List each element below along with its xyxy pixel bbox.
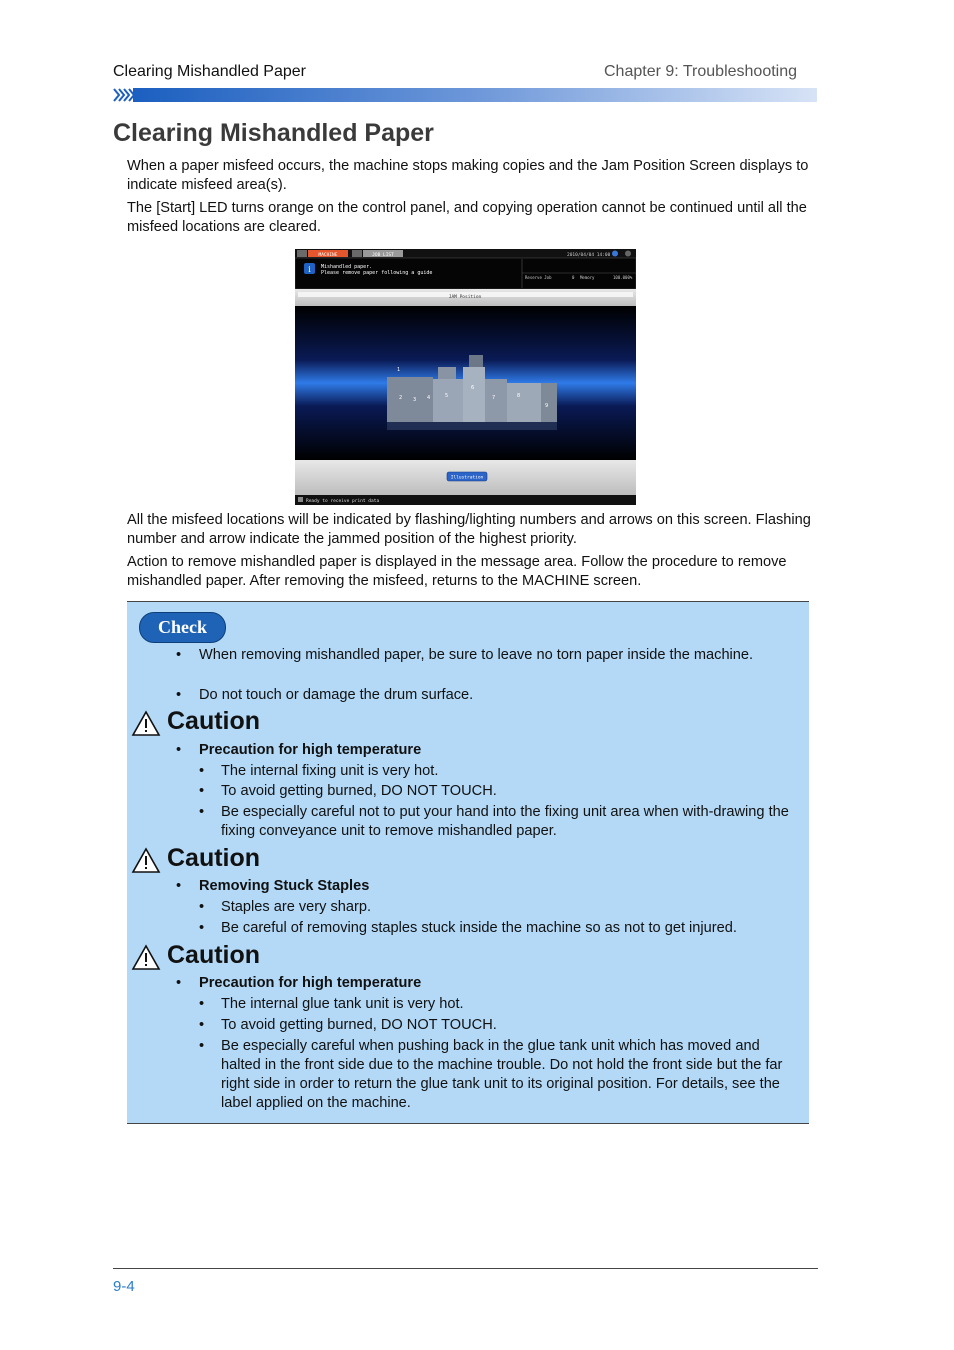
bullet-icon: • bbox=[199, 899, 205, 915]
jam-number-7: 7 bbox=[492, 395, 496, 401]
memory-label: Memory bbox=[580, 275, 595, 280]
tab-machine-label: MACHINE bbox=[318, 253, 338, 258]
caution-heading-1: Precaution for high temperature bbox=[199, 742, 422, 758]
jam-number-6: 6 bbox=[471, 385, 475, 391]
bullet-icon: • bbox=[199, 920, 205, 936]
memory-value: 100.000% bbox=[613, 275, 633, 280]
jam-number-3: 3 bbox=[413, 397, 417, 403]
caution-1-item-2: To avoid getting burned, DO NOT TOUCH. bbox=[221, 783, 497, 799]
jam-number-4: 4 bbox=[427, 395, 431, 401]
tab-job-label: JOB LIST bbox=[372, 253, 394, 258]
screen-message-1: Mishandled paper. bbox=[321, 264, 373, 270]
machine-icon bbox=[297, 250, 307, 257]
caution-3-item-1: The internal glue tank unit is very hot. bbox=[221, 996, 464, 1012]
bullet-icon: • bbox=[199, 996, 205, 1012]
check-badge: Check bbox=[139, 612, 226, 643]
bullet-icon: • bbox=[199, 1017, 205, 1033]
bullet-icon: • bbox=[176, 687, 182, 703]
reserve-job-value: 0 bbox=[572, 275, 575, 280]
bullet-icon: • bbox=[199, 783, 205, 799]
jam-number-2: 2 bbox=[399, 395, 403, 401]
jam-number-5: 5 bbox=[445, 393, 449, 399]
bullet-icon: • bbox=[176, 742, 182, 758]
intro-paragraph-1: When a paper misfeed occurs, the machine stops making copies and the Jam Position Screen displays to indicate misfeed area(s). bbox=[127, 158, 809, 193]
caution-heading-2: Removing Stuck Staples bbox=[199, 878, 370, 894]
jam-position-label: JAM Position bbox=[448, 295, 482, 300]
bullet-icon: • bbox=[176, 647, 182, 663]
status-text: Ready to receive print data bbox=[306, 499, 380, 504]
status-icon bbox=[298, 497, 303, 502]
caution-title-1: Caution bbox=[167, 707, 261, 735]
jam-number-1: 1 bbox=[397, 367, 401, 373]
svg-text:i: i bbox=[308, 265, 311, 274]
bullet-icon: • bbox=[176, 975, 182, 991]
running-header-title: Clearing Mishandled Paper bbox=[113, 63, 306, 80]
illustration-button-label: Illustration bbox=[450, 475, 484, 481]
caution-3-item-3: Be especially careful when pushing back in the glue tank unit which has moved and halted in the front side due to the machine trouble. Do not hold the front side but the far right side in order to return the glue tank unit to its original position. For details, see the label applied on the machine. bbox=[221, 1038, 783, 1111]
warning-triangle-icon bbox=[131, 710, 161, 737]
help-icon bbox=[625, 251, 631, 257]
warning-triangle-icon bbox=[131, 944, 161, 971]
caution-title-3: Caution bbox=[167, 941, 261, 969]
screen-datetime: 2010/04/04 14:00 bbox=[567, 253, 611, 258]
intro-paragraph-2: The [Start] LED turns orange on the control panel, and copying operation cannot be continued until all the misfeed locations are cleared. bbox=[127, 200, 807, 235]
bullet-icon: • bbox=[199, 1038, 205, 1054]
bullet-icon: • bbox=[176, 878, 182, 894]
caution-1-item-3: Be especially careful not to put your hand into the fixing unit area when with-drawing the fixing conveyance unit to remove mishandled paper. bbox=[221, 804, 789, 839]
check-item-2: Do not touch or damage the drum surface. bbox=[199, 687, 474, 703]
running-header-chapter: Chapter 9: Troubleshooting bbox=[604, 63, 798, 80]
caution-heading-3: Precaution for high temperature bbox=[199, 975, 422, 991]
page-number: 9-4 bbox=[113, 1278, 135, 1295]
jam-number-8: 8 bbox=[517, 393, 521, 399]
info-icon bbox=[612, 251, 618, 257]
caution-2-item-2: Be careful of removing staples stuck inside the machine so as not to get injured. bbox=[221, 920, 737, 936]
bullet-icon: • bbox=[199, 804, 205, 820]
job-icon bbox=[352, 250, 362, 257]
bullet-icon: • bbox=[199, 763, 205, 779]
caution-1-item-1: The internal fixing unit is very hot. bbox=[221, 763, 439, 779]
after-paragraph-1: All the misfeed locations will be indicated by flashing/lighting numbers and arrows on this screen. Flashing number and arrow indicate the jammed position of the highest priority. bbox=[127, 512, 811, 547]
chevron-icon bbox=[114, 89, 134, 101]
caution-title-2: Caution bbox=[167, 844, 261, 872]
caution-3-item-2: To avoid getting burned, DO NOT TOUCH. bbox=[221, 1017, 497, 1033]
screen-message-2: Please remove paper following a guide bbox=[321, 270, 433, 276]
jam-number-9: 9 bbox=[545, 403, 549, 409]
header-gradient-bar bbox=[113, 88, 817, 102]
after-paragraph-2: Action to remove mishandled paper is displayed in the message area. Follow the procedure to remove mishandled paper. After removing the misfeed, returns to the MACHINE screen. bbox=[127, 554, 787, 589]
footer-rule bbox=[113, 1268, 818, 1269]
check-item-1: When removing mishandled paper, be sure to leave no torn paper inside the machine. bbox=[199, 647, 754, 663]
reserve-job-label: Reserve Job bbox=[525, 275, 552, 280]
page-title: Clearing Mishandled Paper bbox=[113, 119, 434, 147]
jam-position-screenshot bbox=[295, 249, 636, 505]
caution-2-item-1: Staples are very sharp. bbox=[221, 899, 372, 915]
warning-triangle-icon bbox=[131, 847, 161, 874]
